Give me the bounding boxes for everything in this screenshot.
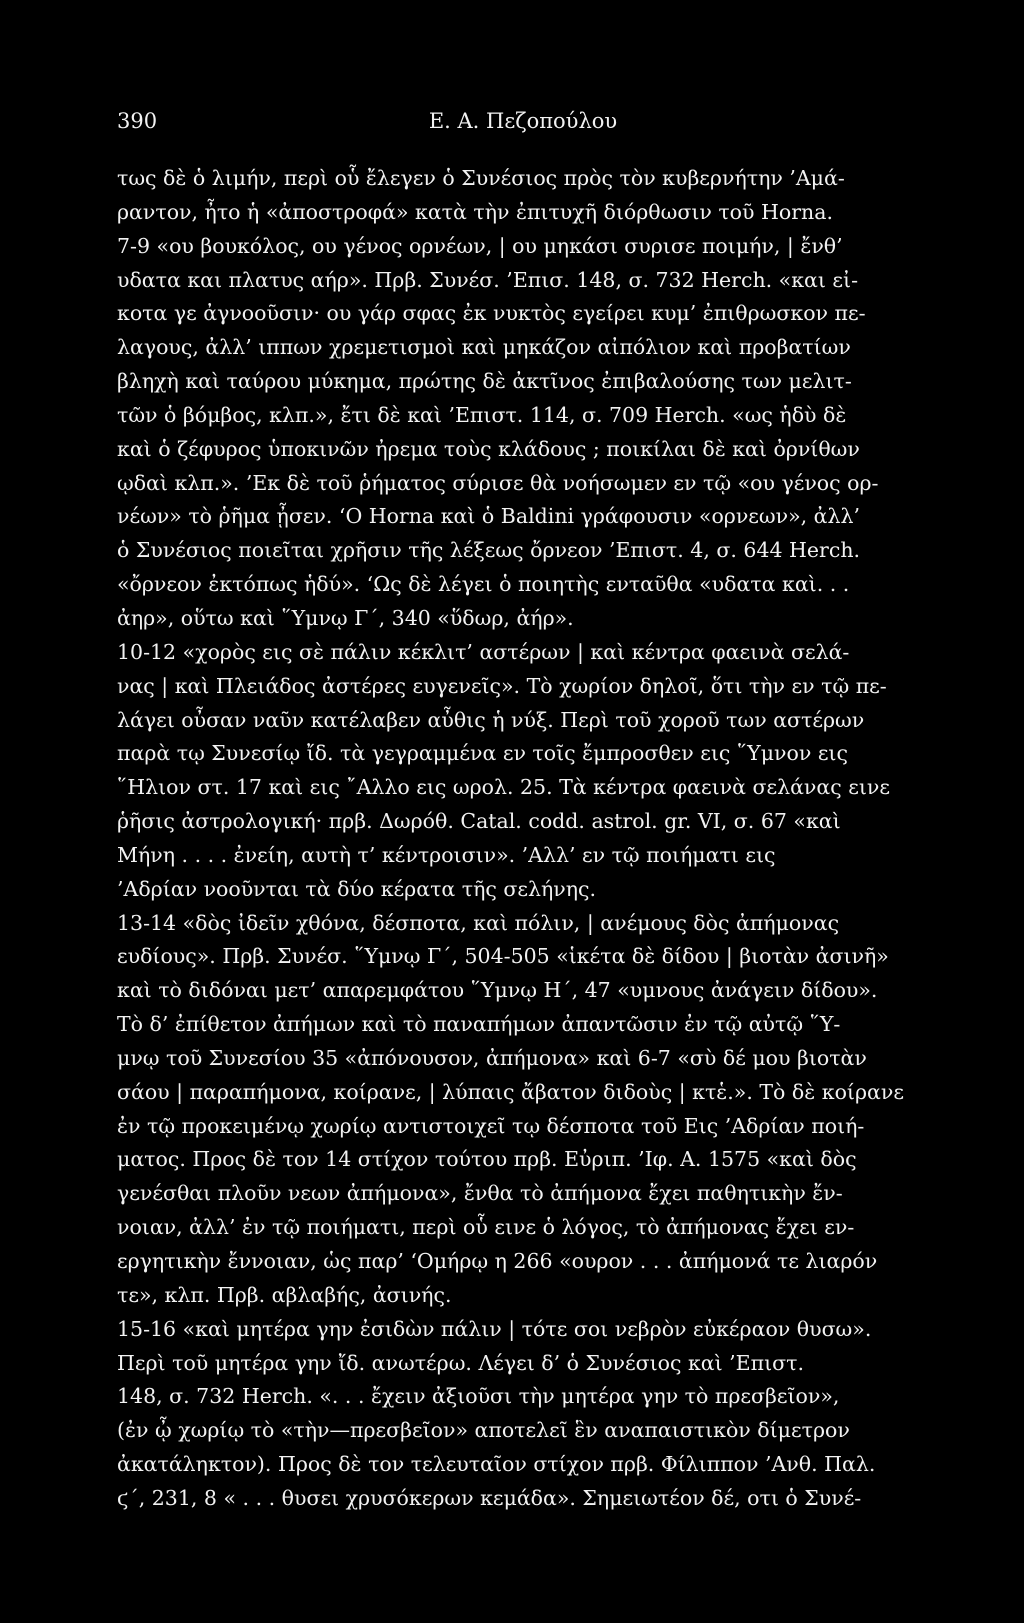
text-line: τε», κλπ. Πρβ. αβλαβής, ἀσινής. xyxy=(117,1282,452,1307)
text-line: ἀηρ», οὕτω καὶ ῞Υμνῳ Γ΄, 340 «ὕδωρ, ἀήρ». xyxy=(117,605,574,630)
text-line: (ἐν ᾦ χωρίῳ τὸ «τὴν—πρεσβεῖον» αποτελεῖ ἓν αναπαιστικὸν δίμετρον xyxy=(117,1418,850,1443)
text-line: παρὰ τῳ Συνεσίῳ ἴδ. τὰ γεγραμμένα εν τοῖς ἔμπροσθεν εις ῞Υμνον εις xyxy=(117,741,848,766)
text-line: ὁ Συνέσιος ποιεῖται χρῆσιν τῆς λέξεως ὄρνεον ’Επιστ. 4, σ. 644 Herch. xyxy=(117,538,861,563)
text-line: «ὄρνεον ἐκτόπως ἡδύ». ‘Ως δὲ λέγει ὁ ποιητὴς ενταῦθα «υδατα καὶ. . . xyxy=(117,572,850,597)
text-line: τως δὲ ὁ λιμήν, περὶ οὗ ἔλεγεν ὁ Συνέσιος πρὸς τὸν κυβερνήτην ’Αμά- xyxy=(117,166,845,190)
text-line: βληχὴ καὶ ταύρου μύκημα, πρώτης δὲ ἀκτῖνος ἐπιβαλούσης των μελιτ- xyxy=(117,369,852,394)
running-head: Ε. Α. Πεζοπούλου xyxy=(428,109,618,133)
text-line: εργητικὴν ἔννοιαν, ὡς παρ’ ‘Ομήρῳ η 266 «ουρον . . . ἀπήμονά τε λιαρόν xyxy=(117,1249,878,1273)
text-line: Μήνη . . . . ἐνείη, αυτὴ τ’ κέντροισιν». ’Αλλ’ εν τῷ ποιήματι εις xyxy=(117,842,776,867)
text-line: 7-9 «ου βουκόλος, ου γένος ορνέων, | ου μηκάσι συρισε ποιμήν, | ἔνθ’ xyxy=(117,233,843,258)
text-line: ῳδαὶ κλπ.». ’Εκ δὲ τοῦ ῥήματος σύρισε θὰ νοήσωμεν εν τῷ «ου γένος ορ- xyxy=(117,470,879,495)
text-line: καὶ τὸ διδόναι μετ’ απαρεμφάτου ῞Υμνῳ Η΄, 47 «υμνους ἀνάγειν δίδου». xyxy=(117,978,878,1003)
text-line: 10-12 «χορὸς εις σὲ πάλιν κέκλιτ’ αστέρων | καὶ κέντρα φαεινὰ σελά- xyxy=(117,639,850,664)
text-line: Τὸ δ’ ἐπίθετον ἀπήμων καὶ τὸ παναπήμων ἀπαντῶσιν ἐν τῷ αὐτῷ ῞Υ- xyxy=(117,1012,841,1037)
text-line: μνῳ τοῦ Συνεσίου 35 «ἀπόνουσον, ἀπήμονα» καὶ 6-7 «σὺ δέ μου βιοτὰν xyxy=(117,1045,867,1070)
text-line: Περὶ τοῦ μητέρα γην ἴδ. ανωτέρω. Λέγει δ’ ὁ Συνέσιος καὶ ’Επιστ. xyxy=(117,1350,805,1375)
text-line: ϛ΄, 231, 8 « . . . θυσει χρυσόκερων κεμάδα». Σημειωτέον δέ, οτι ὁ Συνέ- xyxy=(117,1485,862,1510)
text-line: νέων» τὸ ῥῆμα ᾖσεν. ‘Ο Horna καὶ ὁ Baldini γράφουσιν «ορνεων», ἀλλ’ xyxy=(117,504,861,529)
text-line: τῶν ὁ βόμβος, κλπ.», ἔτι δὲ καὶ ’Επιστ. 114, σ. 709 Herch. «ως ἡδὺ δὲ xyxy=(117,402,847,427)
text-line: κοτα γε ἀγνοοῦσιν· ου γάρ σφας ἐκ νυκτὸς εγείρει κυμ’ ἐπιθρωσκον πε- xyxy=(117,301,866,326)
text-line: λαγους, ἀλλ’ ιππων χρεμετισμοὶ καὶ μηκάζον αἰπόλιον καὶ προβατίων xyxy=(117,335,851,360)
text-line: ῞Ηλιον στ. 17 καὶ εις ῎Αλλο εις ωρολ. 25. Τὰ κέντρα φαεινὰ σελάνας εινε xyxy=(117,775,890,800)
commentary-text xyxy=(117,162,929,1516)
text-line: σάου | παραπήμονα, κοίρανε, | λύπαις ἄβατον διδοὺς | κτἑ.». Τὸ δὲ κοίρανε xyxy=(117,1079,904,1104)
text-line: 15-16 «καὶ μητέρα γην ἐσιδὼν πάλιν | τότε σοι νεβρὸν εὐκέραον θυσω». xyxy=(117,1316,872,1341)
text-line: ευδίους». Πρβ. Συνέσ. ῞Υμνῳ Γ΄, 504-505 «ἱκέτα δὲ δίδου | βιοτὰν ἀσινῆ» xyxy=(117,944,889,969)
text-line: 13-14 «δὸς ἰδεῖν χθόνα, δέσποτα, καὶ πόλιν, | ανέμους δὸς ἀπήμονας xyxy=(117,910,840,935)
text-line: λάγει οὖσαν ναῦν κατέλαβεν αὖθις ἡ νύξ. Περὶ τοῦ χοροῦ των αστέρων xyxy=(117,707,865,732)
text-line: νοιαν, ἀλλ’ ἐν τῷ ποιήματι, περὶ οὗ εινε ὁ λόγος, τὸ ἀπήμονας ἔχει εν- xyxy=(117,1215,855,1240)
text-line: καὶ ὁ ζέφυρος ὑποκινῶν ἠρεμα τοὺς κλάδους ; ποικίλαι δὲ καὶ ὀρνίθων xyxy=(117,436,860,461)
text-line: νας | καὶ Πλειάδος ἀστέρες ευγενεῖς». Τὸ χωρίον δηλοῖ, ὅτι τὴν εν τῷ πε- xyxy=(117,673,887,698)
text-line: ἀκατάληκτον). Προς δὲ τον τελευταῖον στίχον πρβ. Φίλιππον ’Ανθ. Παλ. xyxy=(117,1452,876,1477)
text-line: ’Αδρίαν νοοῦνται τὰ δύο κέρατα τῆς σελήνης. xyxy=(117,876,597,901)
text-line: υδατα και πλατυς αήρ». Πρβ. Συνέσ. ’Επισ. 148, σ. 732 Herch. «και εἰ- xyxy=(117,267,859,292)
text-line: 148, σ. 732 Herch. «. . . ἔχειν ἀξιοῦσι τὴν μητέρα γην τὸ πρεσβεῖον», xyxy=(117,1384,840,1409)
text-line: ραντον, ἦτο ἡ «ἀποστροφά» κατὰ τὴν ἐπιτυχῆ διόρθωσιν τοῦ Horna. xyxy=(117,199,833,224)
text-line: ῥῆσις ἀστρολογική· πρβ. Δωρόθ. Catal. codd. astrol. gr. VI, σ. 67 «καὶ xyxy=(117,809,841,834)
text-line: ἐν τῷ προκειμένῳ χωρίῳ αντιστοιχεῖ τῳ δέσποτα τοῦ Εις ’Αδρίαν ποιή- xyxy=(117,1113,865,1138)
page-header xyxy=(117,104,929,138)
text-line: γενέσθαι πλοῦν νεων ἀπήμονα», ἔνθα τὸ ἀπήμονα ἔχει παθητικὴν ἔν- xyxy=(117,1181,843,1206)
text-line: ματος. Προς δὲ τον 14 στίχον τούτου πρβ. Εὐριπ. ’Ιφ. Α. 1575 «καὶ δὸς xyxy=(117,1147,857,1172)
page-number: 390 xyxy=(117,109,158,133)
